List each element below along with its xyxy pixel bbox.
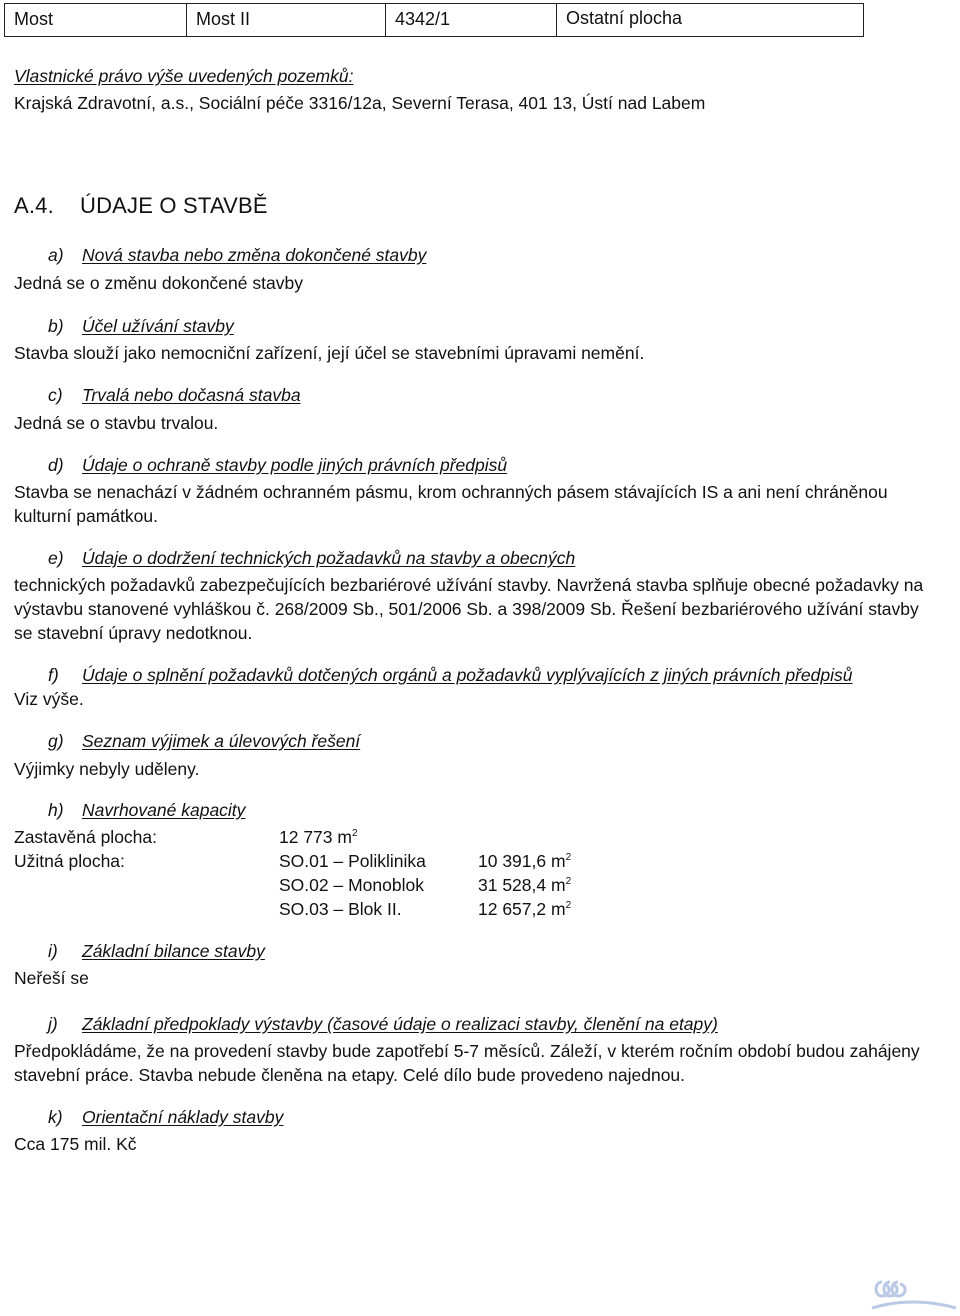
ownership-label-text: Vlastnické právo výše uvedených pozemků: [14,66,354,86]
item-c-letter: c) [48,385,63,405]
object-name: SO.02 – Monoblok [279,875,424,895]
item-c-text: Jedná se o stavbu trvalou. [14,413,219,433]
item-a-heading [48,245,426,266]
unit-superscript: 2 [565,852,572,863]
usable-area-label: Užitná plocha: [14,851,125,871]
ownership-owner: Krajská Zdravotní, a.s., Sociální péče 3316/12a, Severní Terasa, 401 13, Ústí nad Labem [14,93,706,113]
item-h-heading [48,800,245,821]
header-cell-parcel: 4342/1 [386,4,557,36]
item-f-letter: f) [48,665,59,685]
item-f-text: Viz výše. [14,689,84,709]
item-j-letter: j) [48,1014,58,1034]
item-b-letter: b) [48,316,64,336]
item-g-title: Seznam výjimek a úlevových řešení [82,731,361,751]
built-area-value [279,827,358,848]
item-k-heading [48,1107,283,1128]
item-e-title: Údaje o dodržení technických požadavků na stavby a obecných [82,548,576,568]
unit-superscript: 2 [565,900,572,911]
ownership-label [14,66,353,87]
item-b-heading [48,316,234,337]
object-name: SO.03 – Blok II. [279,899,402,919]
item-d-letter: d) [48,455,64,475]
item-g-heading [48,731,360,752]
item-h-letter: h) [48,800,64,820]
item-d-heading [48,455,507,476]
item-a-letter: a) [48,245,64,265]
section-title: ÚDAJE O STAVBĚ [80,193,268,218]
item-j-text-line-1: Předpokládáme, že na provedení stavby bude zapotřebí 5-7 měsíců. Záleží, v kterém ročním období budou zahájeny [14,1041,920,1061]
item-a-title: Nová stavba nebo změna dokončené stavby [82,245,427,265]
item-d-text-line-2: kulturní památkou. [14,506,158,526]
item-e-heading [48,548,575,569]
item-a-text: Jedná se o změnu dokončené stavby [14,273,303,293]
item-e-letter: e) [48,548,64,568]
item-i-letter: i) [48,941,58,961]
item-g-text: Výjimky nebyly uděleny. [14,759,200,779]
unit-superscript: 2 [565,876,572,887]
object-area [478,875,571,896]
item-e-text-line-1: technických požadavků zabezpečujících bezbariérové užívání stavby. Navržená stavba splňuje obecné požadavky na [14,575,924,595]
item-b-title: Účel užívání stavby [82,316,234,336]
item-j-title: Základní předpoklady výstavby (časové údaje o realizaci stavby, členění na etapy) [82,1014,718,1034]
item-i-title: Základní bilance stavby [82,941,265,961]
item-c-title: Trvalá nebo dočasná stavba [82,385,301,405]
header-cell-area: Most II [187,4,386,36]
item-j-text-line-2: stavební práce. Stavba nebude členěna na etapy. Celé dílo bude provedeno najednou. [14,1065,686,1085]
object-area-text: 10 391,6 m [478,851,566,871]
item-k-text: Cca 175 mil. Kč [14,1134,137,1154]
item-b-text: Stavba slouží jako nemocniční zařízení, její účel se stavebními úpravami nemění. [14,343,645,363]
item-d-text-line-1: Stavba se nenachází v žádném ochranném pásmu, krom ochranných pásem stávajících IS a ani není chráněnou [14,482,888,502]
object-area [478,899,571,920]
document-logo-icon [868,1270,958,1314]
item-h-title: Navrhované kapacity [82,800,246,820]
item-c-heading [48,385,301,406]
item-i-text: Neřeší se [14,968,89,988]
object-name: SO.01 – Poliklinika [279,851,426,871]
object-area-text: 31 528,4 m [478,875,566,895]
item-d-title: Údaje o ochraně stavby podle jiných právních předpisů [82,455,508,475]
built-area-label: Zastavěná plocha: [14,827,158,847]
parcel-header-table [4,3,864,37]
object-area [478,851,571,872]
item-i-heading [48,941,265,962]
header-cell-cadastre: Most [5,4,187,36]
item-f-heading [48,665,852,686]
item-j-heading [48,1014,718,1035]
item-e-text-line-3: se stavební úpravy nedotknou. [14,623,253,643]
item-g-letter: g) [48,731,64,751]
section-number: A.4. [14,193,54,218]
item-k-title: Orientační náklady stavby [82,1107,284,1127]
built-area-value-text: 12 773 m [279,827,352,847]
header-cell-land-type: Ostatní plocha [566,8,683,28]
unit-superscript: 2 [351,828,358,839]
item-k-letter: k) [48,1107,63,1127]
item-e-text-line-2: výstavbu stanovené vyhláškou č. 268/2009 Sb., 501/2006 Sb. a 398/2009 Sb. Řešení bezbariérového užívání stavby [14,599,919,619]
item-f-title: Údaje o splnění požadavků dotčených orgánů a požadavků vyplývajících z jiných právních předpisů [82,665,853,685]
object-area-text: 12 657,2 m [478,899,566,919]
